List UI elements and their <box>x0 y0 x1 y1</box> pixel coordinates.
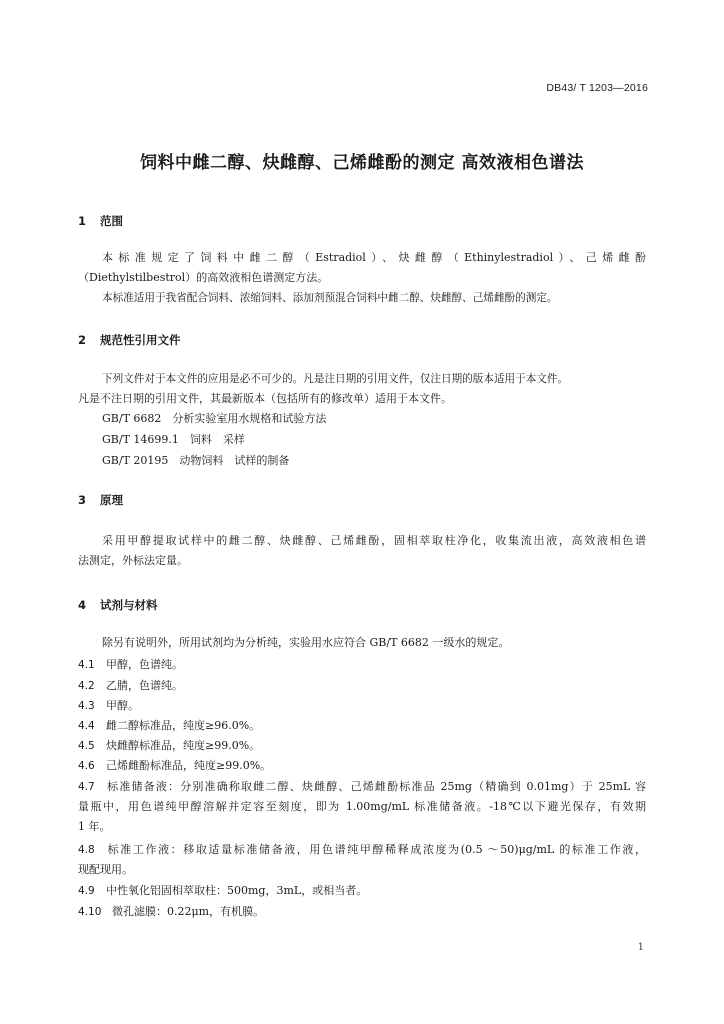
reference-item: GB/T 20195 动物饲料 试样的制备 <box>102 454 290 467</box>
document-code: DB43/ T 1203—2016 <box>546 82 648 94</box>
paragraph-line: 法测定，外标法定量。 <box>78 554 188 567</box>
item-text: 甲醇，色谱纯。 <box>106 658 183 671</box>
list-item <box>78 902 264 922</box>
list-item <box>78 696 139 716</box>
item-number: 4.7 <box>78 781 95 793</box>
item-number: 4.4 <box>78 720 95 732</box>
item-continuation: 1 年。 <box>78 820 111 833</box>
item-text: 标准储备液：分别准确称取雌二醇、炔雌醇、己烯雌酚标准品 25mg（精确到 0.01mg）于 25mL 容 <box>106 780 646 793</box>
section-title: 规范性引用文件 <box>100 333 181 347</box>
item-text: 标准工作液：移取适量标准储备液，用色谱纯甲醇稀释成浓度为(0.5 ～50)μg/mL 的标准工作液， <box>106 843 646 856</box>
paragraph-line: 本标准适用于我省配合饲料、浓缩饲料、添加剂预混合饲料中雌二醇、炔雌醇、己烯雌酚的测定。 <box>102 292 558 304</box>
item-text: 己烯雌酚标准品，纯度≥99.0%。 <box>106 759 272 772</box>
reference-item: GB/T 14699.1 饲料 采样 <box>102 433 245 446</box>
item-text: 炔雌醇标准品，纯度≥99.0%。 <box>106 739 261 752</box>
item-number: 4.6 <box>78 760 95 772</box>
item-continuation: 量瓶中，用色谱纯甲醇溶解并定容至刻度，即为 1.00mg/mL 标准储备液。-18℃以下避光保存，有效期 <box>78 800 646 813</box>
paragraph-line: 下列文件对于本文件的应用是必不可少的。凡是注日期的引用文件，仅注日期的版本适用于本文件。 <box>102 373 569 385</box>
item-text: 乙腈，色谱纯。 <box>106 679 183 692</box>
item-number: 4.5 <box>78 740 95 752</box>
item-number: 4.10 <box>78 906 102 918</box>
item-number: 4.3 <box>78 700 95 712</box>
list-item <box>78 777 646 797</box>
paragraph-line: 采用甲醇提取试样中的雌二醇、炔雌醇、己烯雌酚，固相萃取柱净化，收集流出液，高效液相色谱 <box>102 534 646 547</box>
section-title: 原理 <box>100 493 123 507</box>
paragraph-line: （Diethylstilbestrol）的高效液相色谱测定方法。 <box>78 271 329 284</box>
item-text: 雌二醇标准品，纯度≥96.0%。 <box>106 719 261 732</box>
page-number: 1 <box>637 942 644 953</box>
list-item <box>78 676 183 696</box>
item-text: 微孔滤膜：0.22μm，有机膜。 <box>112 905 265 918</box>
list-item <box>78 736 260 756</box>
section-number: 1 <box>78 214 87 228</box>
item-number: 4.8 <box>78 844 95 856</box>
reference-item: GB/T 6682 分析实验室用水规格和试验方法 <box>102 412 327 425</box>
section-heading <box>78 213 123 229</box>
section-number: 2 <box>78 333 87 347</box>
item-text: 中性氧化铝固相萃取柱：500mg，3mL，或相当者。 <box>106 884 368 897</box>
section-title: 试剂与材料 <box>100 598 158 612</box>
section-heading <box>78 597 158 613</box>
item-number: 4.1 <box>78 659 95 671</box>
section-heading <box>78 492 123 508</box>
section-title: 范围 <box>100 214 123 228</box>
section-number: 4 <box>78 598 87 612</box>
list-item <box>78 655 183 675</box>
item-number: 4.2 <box>78 680 95 692</box>
item-continuation: 现配现用。 <box>78 863 133 876</box>
item-number: 4.9 <box>78 885 95 897</box>
list-item <box>78 840 646 860</box>
section-heading <box>78 332 181 348</box>
paragraph-line: 本标准规定了饲料中雌二醇（Estradiol）、炔雌醇（Ethinylestradiol）、己烯雌酚 <box>102 251 646 264</box>
paragraph-line: 凡是不注日期的引用文件，其最新版本（包括所有的修改单）适用于本文件。 <box>78 392 452 405</box>
paragraph-line: 除另有说明外，所用试剂均为分析纯，实验用水应符合 GB/T 6682 一级水的规定。 <box>102 636 510 649</box>
document-title: 饲料中雌二醇、炔雌醇、己烯雌酚的测定 高效液相色谱法 <box>140 153 584 173</box>
list-item <box>78 881 367 901</box>
list-item <box>78 716 260 736</box>
section-number: 3 <box>78 493 87 507</box>
list-item <box>78 756 271 776</box>
item-text: 甲醇。 <box>106 699 139 712</box>
